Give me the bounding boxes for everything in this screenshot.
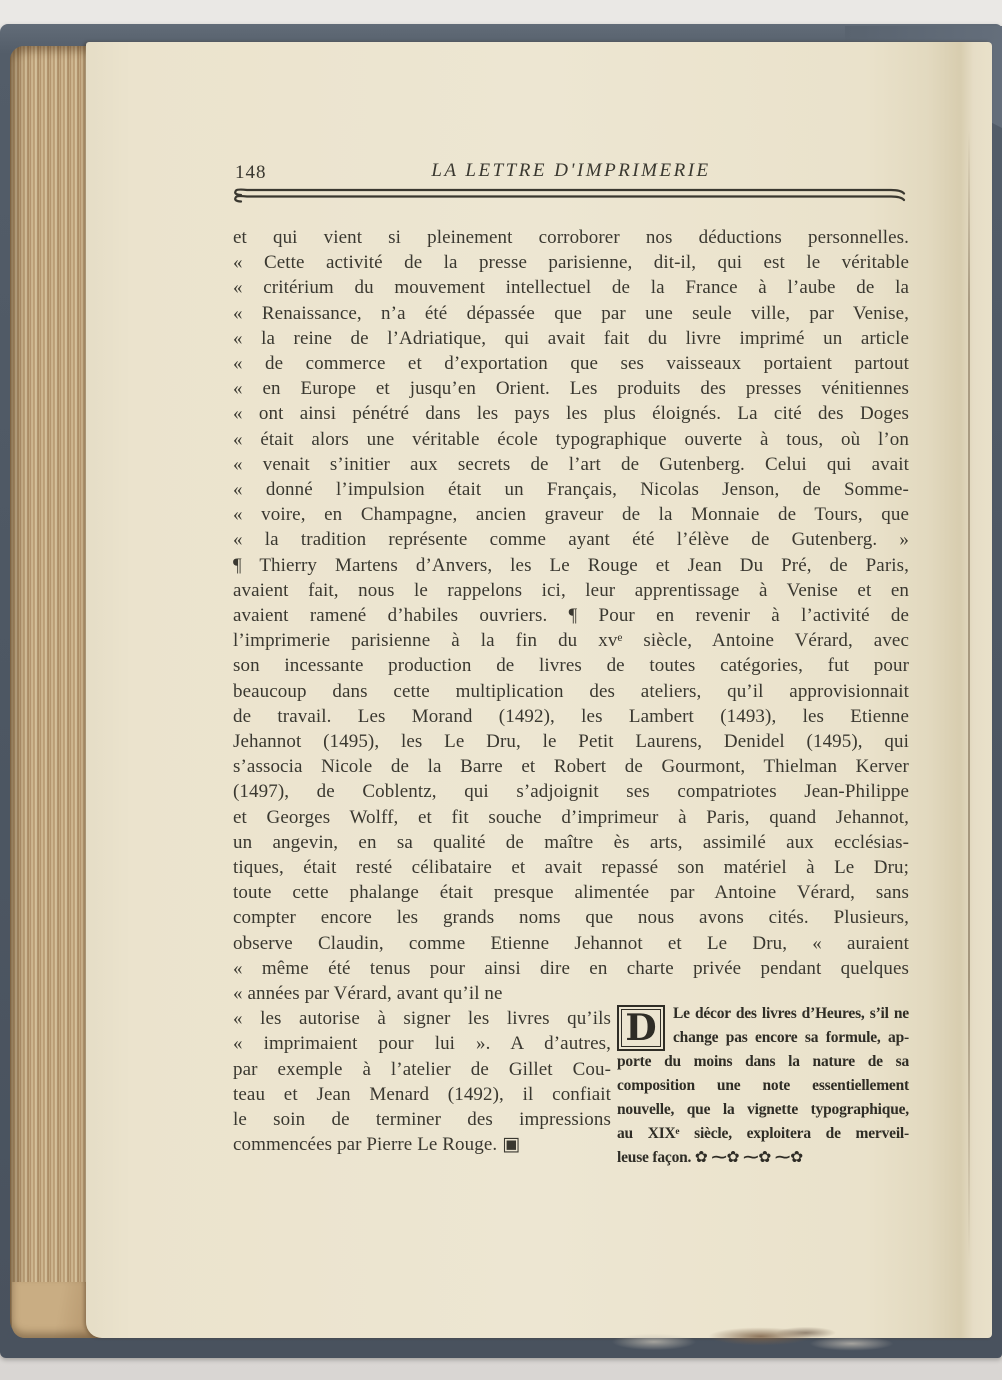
cover-wear-marbling <box>540 1322 920 1358</box>
body-text-line: « Cette activité de la presse parisienne, dit-il, qui est le véritable <box>233 252 909 274</box>
body-text-line: s’associa Nicole de la Barre et Robert de Gourmont, Thielman Kerver <box>233 756 909 778</box>
left-column-text-line: par exemple à l’atelier de Gillet Cou- <box>233 1058 611 1080</box>
body-text-line: beaucoup dans cette multiplication des ateliers, qu’il approvisionnait <box>233 680 909 702</box>
left-column-text-line: « imprimaient pour lui ». A d’autres, <box>233 1033 611 1055</box>
body-text-line: « en Europe et jusqu’en Orient. Les produits des presses vénitiennes <box>233 378 909 400</box>
body-text-line: et qui vient si pleinement corroborer nos déductions personnelles. <box>233 227 909 248</box>
body-text-line: Jehannot (1495), les Le Dru, le Petit Laurens, Denidel (1495), qui <box>233 731 909 753</box>
body-text-line: ¶ Thierry Martens d’Anvers, les Le Rouge et Jean Du Pré, de Paris, <box>233 554 909 576</box>
body-text-line: compter encore les grands noms que nous avons cités. Plusieurs, <box>233 907 909 929</box>
left-column-text-line: teau et Jean Menard (1492), il confiait <box>233 1083 611 1105</box>
body-text-line: observe Claudin, comme Etienne Jehannot et Le Dru, « auraient <box>233 932 909 954</box>
body-text-line: « critérium du mouvement intellectuel de la France à l’aube de la <box>233 277 909 299</box>
body-text-line: « la tradition représente comme ayant été l’élève de Gutenberg. » <box>233 529 909 551</box>
body-text-line: avaient fait, nous le rappelons ici, leur apprentissage à Venise et en <box>233 579 909 601</box>
body-text-line: l’imprimerie parisienne à la fin du xvᵉ siècle, Antoine Vérard, avec <box>233 630 909 652</box>
body-text-line: « même été tenus pour ainsi dire en charte privée pendant quelques <box>233 957 909 979</box>
body-text-line: de travail. Les Morand (1492), les Lambert (1493), les Etienne <box>233 705 909 727</box>
inset-text-line: nouvelle, que la vignette typographique, <box>617 1101 909 1118</box>
running-title: LA LETTRE D'IMPRIMERIE <box>431 160 711 181</box>
inset-text-line: composition une note essentiellement <box>617 1077 909 1094</box>
inset-text-line: change pas encore sa formule, ap- <box>673 1029 909 1046</box>
body-text-line: « Renaissance, n’a été dépassée que par une seule ville, par Venise, <box>233 302 909 324</box>
left-column-text-line: le soin de terminer des impressions <box>233 1109 611 1131</box>
body-text-line: son incessante production de livres de toutes catégories, fut pour <box>233 655 909 677</box>
body-text-line: « venait s’initier aux secrets de l’art de Gutenberg. Celui qui avait <box>233 453 909 475</box>
body-text-line: « était alors une véritable école typographique ouverte à tous, où l’on <box>233 428 909 450</box>
drop-cap-initial: D <box>617 1005 665 1051</box>
header-double-rule <box>233 188 909 204</box>
left-column <box>233 981 611 1157</box>
left-column-text-line: « les autorise à signer les livres qu’ils <box>233 1008 611 1030</box>
left-column-text-line: « années par Vérard, avant qu’il ne <box>233 983 503 1004</box>
inset-text-line: Le décor des livres d’Heures, s’il ne <box>673 1005 909 1022</box>
body-paragraph <box>233 225 909 981</box>
body-text-line: tiques, était resté célibataire et avait repassé son matériel à Le Dru; <box>233 857 909 879</box>
page-edge-stack <box>10 46 94 1338</box>
body-text-line: (1497), de Coblentz, qui s’adjoignit ses compatriotes Jean-Philippe <box>233 781 909 803</box>
inset-text-line: porte du moins dans la nature de sa <box>617 1053 909 1070</box>
left-column-text-line: commencées par Pierre Le Rouge. ▣ <box>233 1134 521 1156</box>
body-text-line: toute cette phalange était presque alimentée par Antoine Vérard, sans <box>233 882 909 904</box>
sidenote-inset <box>617 1002 909 1170</box>
body-text-line: avaient ramené d’habiles ouvriers. ¶ Pour en revenir à l’activité de <box>233 605 909 627</box>
body-text-line: « donné l’impulsion était un Français, Nicolas Jenson, de Somme- <box>233 479 909 501</box>
gutter-crease <box>968 130 970 1260</box>
body-text-line: « de commerce et d’exportation que ses vaisseaux portaient partout <box>233 353 909 375</box>
inset-text-line: leuse façon. ✿ ⁓✿ ⁓✿ ⁓✿ <box>617 1149 803 1166</box>
body-text-line: « voire, en Champagne, ancien graveur de la Monnaie de Tours, que <box>233 504 909 526</box>
inset-text-line: au XIXᵉ siècle, exploitera de merveil- <box>617 1125 909 1142</box>
page-number: 148 <box>235 162 267 183</box>
body-text-line: un angevin, en sa qualité de maître ès arts, assimilé aux ecclésias- <box>233 831 909 853</box>
body-text-line: « la reine de l’Adriatique, qui avait fait du livre imprimé un article <box>233 327 909 349</box>
body-text-line: et Georges Wolff, et fit souche d’imprimeur à Paris, quand Jehannot, <box>233 806 909 828</box>
body-text-line: « ont ainsi pénétré dans les pays les plus éloignés. La cité des Doges <box>233 403 909 425</box>
